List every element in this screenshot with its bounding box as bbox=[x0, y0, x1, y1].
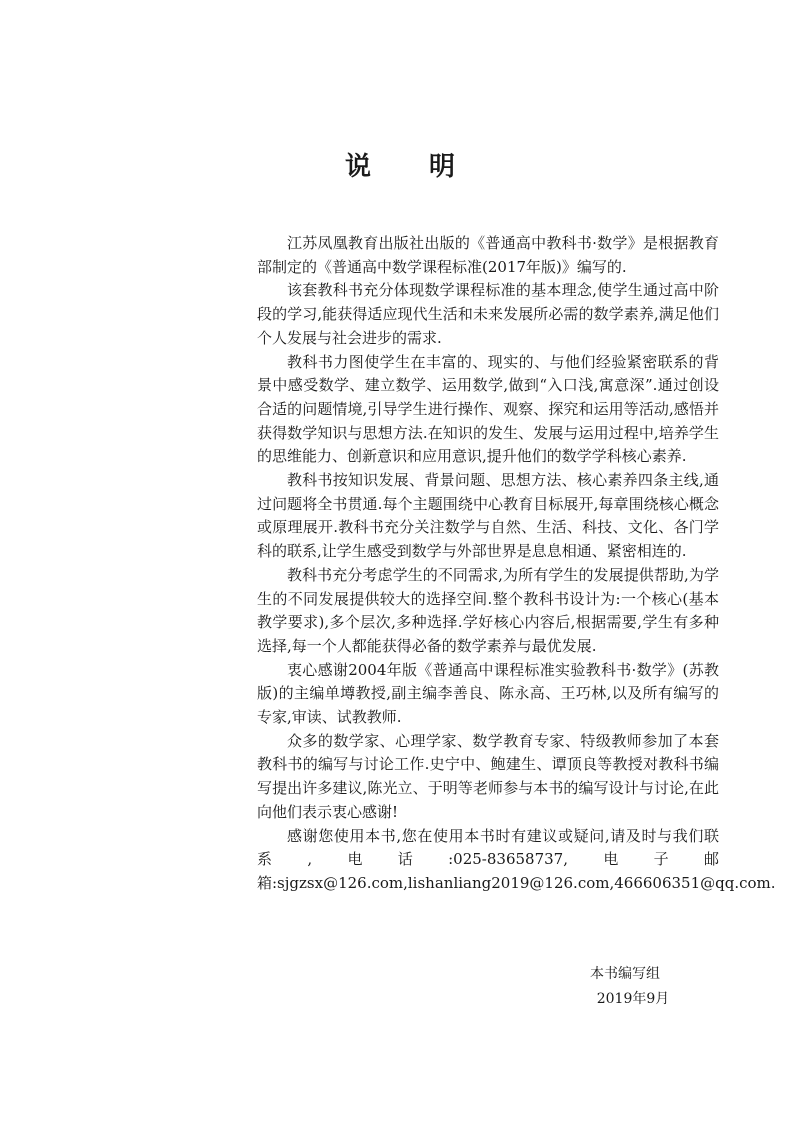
page-title bbox=[0, 146, 800, 183]
paragraph-intro: 江苏凤凰教育出版社出版的《普通高中教科书·数学》是根据教育部制定的《普通高中数学课程标准(2017年版)》编写的. bbox=[257, 234, 719, 276]
page-title-char-2: 明 bbox=[429, 152, 456, 182]
body-text bbox=[257, 232, 776, 896]
paragraph-differentiation: 教科书充分考虑学生的不同需求,为所有学生的发展提供帮助,为学生的不同发展提供较大的选择空间.整个教科书设计为:一个核心(基本教学要求),多个层次,多种选择.学好核心内容后,根据需要,学生有多种选择,每一个人都能获得必备的数学素养与最优发展. bbox=[257, 565, 719, 655]
paragraph-acknowledgement-experts: 众多的数学家、心理学家、数学教育专家、特级教师参加了本套教科书的编写与讨论工作.史宁中、鲍建生、谭顶良等教授对教科书编写提出许多建议,陈光立、于明等老师参与本书的编写设计与讨论,在此向他们表示衷心感谢! bbox=[257, 731, 719, 821]
page-title-char-1: 说 bbox=[344, 152, 371, 182]
paragraph-contact: 感谢您使用本书,您在使用本书时有建议或疑问,请及时与我们联系,电话:025-83658737,电子邮箱:sjgzsx@126.com,lishanliang2019@126.com,466606351@qq.com. bbox=[257, 826, 776, 892]
paragraph-structure: 教科书按知识发展、背景问题、思想方法、核心素养四条主线,通过问题将全书贯通.每个主题围绕中心教育目标展开,每章围绕核心概念或原理展开.教科书充分关注数学与自然、生活、科技、文化、各门学科的联系,让学生感受到数学与外部世界是息息相通、紧密相连的. bbox=[257, 471, 719, 561]
paragraph-philosophy: 该套教科书充分体现数学课程标准的基本理念,使学生通过高中阶段的学习,能获得适应现代生活和未来发展所必需的数学素养,满足他们个人发展与社会进步的需求. bbox=[257, 281, 719, 347]
signature-group: 本书编写组 bbox=[590, 966, 660, 982]
signature-date: 2019年9月 bbox=[596, 991, 670, 1007]
paragraph-approach: 教科书力图使学生在丰富的、现实的、与他们经验紧密联系的背景中感受数学、建立数学、运用数学,做到“入口浅,寓意深”.通过创设合适的问题情境,引导学生进行操作、观察、探究和运用等活动,感悟并获得数学知识与思想方法.在知识的发生、发展与运用过程中,培养学生的思维能力、创新意识和应用意识,提升他们的数学学科核心素养. bbox=[257, 352, 719, 466]
paragraph-acknowledgement-2004: 衷心感谢2004年版《普通高中课程标准实验教科书·数学》(苏教版)的主编单墫教授,副主编李善良、陈永高、王巧林,以及所有编写的专家,审读、试教教师. bbox=[257, 660, 719, 727]
